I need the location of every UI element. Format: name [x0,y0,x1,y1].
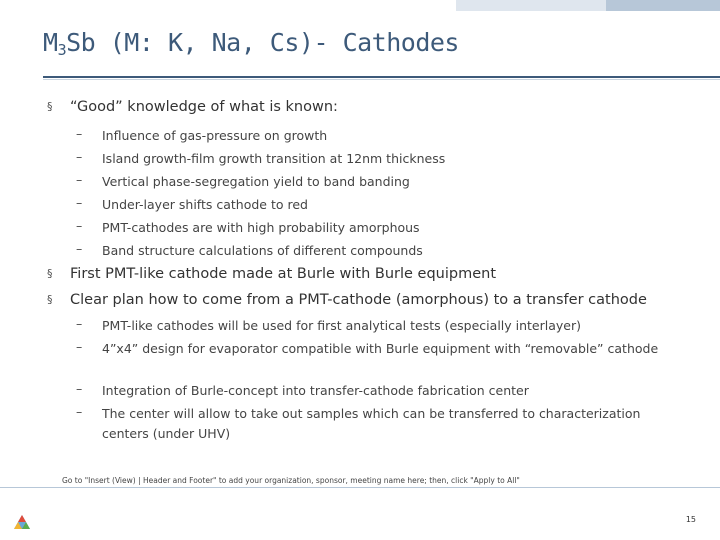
bullet-marker: § [47,100,53,113]
sub-bullet-text: PMT-like cathodes will be used for first analytical tests (especially interlayer) [102,318,581,333]
dash-marker: – [76,149,83,164]
sub-bullet-text: Island growth-film growth transition at 12nm thickness [102,151,446,166]
dash-marker: – [76,172,83,187]
dash-marker: – [76,126,83,141]
bullet-text: “Good” knowledge of what is known: [70,99,338,115]
footer-rule [0,487,720,488]
sub-bullet-text: Influence of gas-pressure on growth [102,128,328,143]
dash-marker: – [76,404,83,419]
top-accent-segment-dark [606,0,720,11]
sub-bullet-text: Vertical phase-segregation yield to band banding [102,174,410,189]
top-accent-segment-light [456,0,606,11]
sub-bullet-text: Under-layer shifts cathode to red [102,197,308,212]
sub-bullet-text: 4”x4” design for evaporator compatible with Burle equipment with “removable” cathode [102,341,659,356]
page-number: 15 [685,515,696,524]
slide-title: $M_3Sb$ (M: K, Na, Cs)- Cathodes [43,28,459,59]
top-accent-bar [456,0,720,11]
bullet-text: Clear plan how to come from a PMT-cathode (amorphous) to a transfer cathode [70,292,647,308]
sub-bullet-text: Integration of Burle-concept into transfer-cathode fabrication center [102,383,529,398]
dash-marker: – [76,195,83,210]
title-underline-thin [43,79,720,80]
dash-marker: – [76,218,83,233]
sub-bullet-text: Band structure calculations of different compounds [102,243,423,258]
bullet-text: First PMT-like cathode made at Burle with Burle equipment [70,266,497,282]
bullet-marker: § [47,267,53,280]
sub-bullet-text: PMT-cathodes are with high probability amorphous [102,220,420,235]
bullet-marker: § [47,293,53,306]
dash-marker: – [76,339,83,354]
organization-logo-icon [14,515,30,529]
title-underline [43,76,720,78]
footer-text: Go to "Insert (View) | Header and Footer" to add your organization, sponsor, meeting name here; then, click "Apply to All" [62,476,520,485]
sub-bullet-text: The center will allow to take out samples which can be transferred to characterization centers (under UHV) [102,406,641,441]
dash-marker: – [76,316,83,331]
dash-marker: – [76,381,83,396]
dash-marker: – [76,241,83,256]
